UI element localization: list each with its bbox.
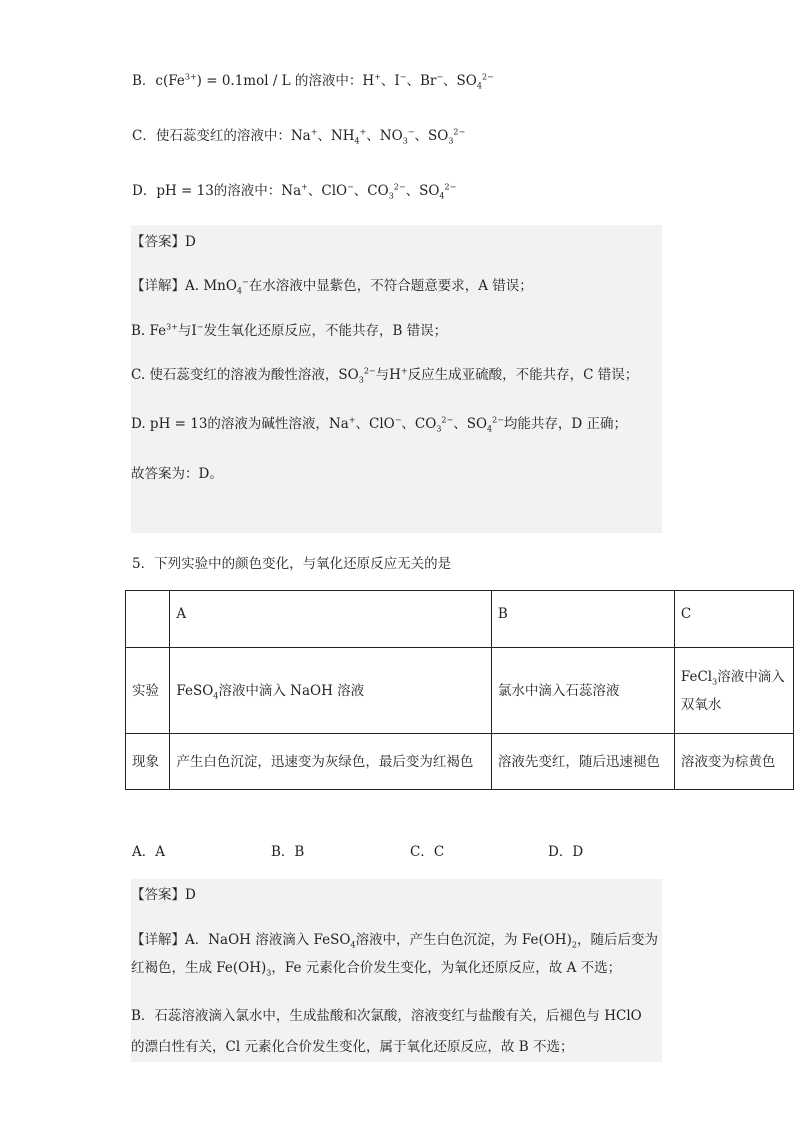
detail-d: D. pH = 13的溶液为碱性溶液，Na+、ClO−、$CO_3^{2-}$、$SO_4^{2-}$均能共存，D 正确； [131,415,628,434]
table-row-phenomenon [126,734,794,790]
row-label-experiment: 实验 [126,648,170,734]
cell-phen-a: 产生白色沉淀，迅速变为灰绿色，最后变为红褐色 [170,734,492,790]
detail-b: B. $Fe^{3+}$与I−发生氧化还原反应，不能共存，B 错误； [131,322,448,339]
table-header-row [126,591,794,648]
answer-box-2 [131,879,662,1062]
cell-exp-b: 氯水中滴入石蕊溶液 [491,648,674,734]
answer2-label: 【答案】D [131,887,196,903]
detail-c: C. 使石蕊变红的溶液为酸性溶液，$SO_3^{2-}$与H+反应生成亚硫酸，不能共存，C 错误； [131,366,639,385]
question-5-stem: 5．下列实验中的颜色变化，与氧化还原反应无关的是 [132,556,452,572]
choice-b[interactable]: B．B [271,844,305,860]
table-header-empty [126,591,170,648]
table-header-a: A [170,591,492,648]
table-header-c: C [674,591,793,648]
option-c: C．使石蕊变红的溶液中：Na+、$NH_4^+$、$NO_3^-$、$SO_3^{2-}$ [132,127,466,146]
experiment-table [125,590,794,790]
answer-box-1 [131,225,662,533]
detail2-b-line1: B．石蕊溶液滴入氯水中，生成盐酸和次氯酸，溶液变红与盐酸有关，后褪色与 HClO [131,1008,642,1024]
conclusion: 故答案为：D。 [131,466,223,482]
choice-d[interactable]: D．D [548,844,584,860]
detail2-a-line1: 【详解】A．NaOH 溶液滴入 FeSO$_4$溶液中，产生白色沉淀，为 $Fe(OH)_2$，随后后变为 [131,932,658,950]
detail-a: 【详解】A. MnO$_4$−在水溶液中显紫色，不符合题意要求，A 错误； [131,277,533,296]
cell-phen-c: 溶液变为棕黄色 [674,734,793,790]
table-row-experiment [126,648,794,734]
table-header-b: B [491,591,674,648]
cell-phen-b: 溶液先变红，随后迅速褪色 [491,734,674,790]
option-d: D．pH = 13的溶液中：Na+、ClO−、$CO_3^{2-}$、$SO_4^{2-}$ [132,182,457,201]
cell-exp-c: FeCl$_3$溶液中滴入 双氧水 [674,648,793,734]
answer-label: 【答案】D [131,234,196,250]
option-b: B．$c(Fe^{3+}) = 0.1mol / L$ 的溶液中：H+、I−、Br−、$SO_4^{2-}$ [132,72,494,91]
detail2-b-line2: 的漂白性有关，Cl 元素化合价发生变化，属于氧化还原反应，故 B 不选； [131,1039,574,1055]
cell-exp-a: FeSO$_4$溶液中滴入 NaOH 溶液 [170,648,492,734]
choice-a[interactable]: A．A [132,844,165,860]
choice-c[interactable]: C．C [410,844,445,860]
detail2-a-line2: 红褐色，生成 $Fe(OH)_3$，Fe 元素化合价发生变化，为氧化还原反应，故 A 不选； [131,960,622,978]
row-label-phenomenon: 现象 [126,734,170,790]
